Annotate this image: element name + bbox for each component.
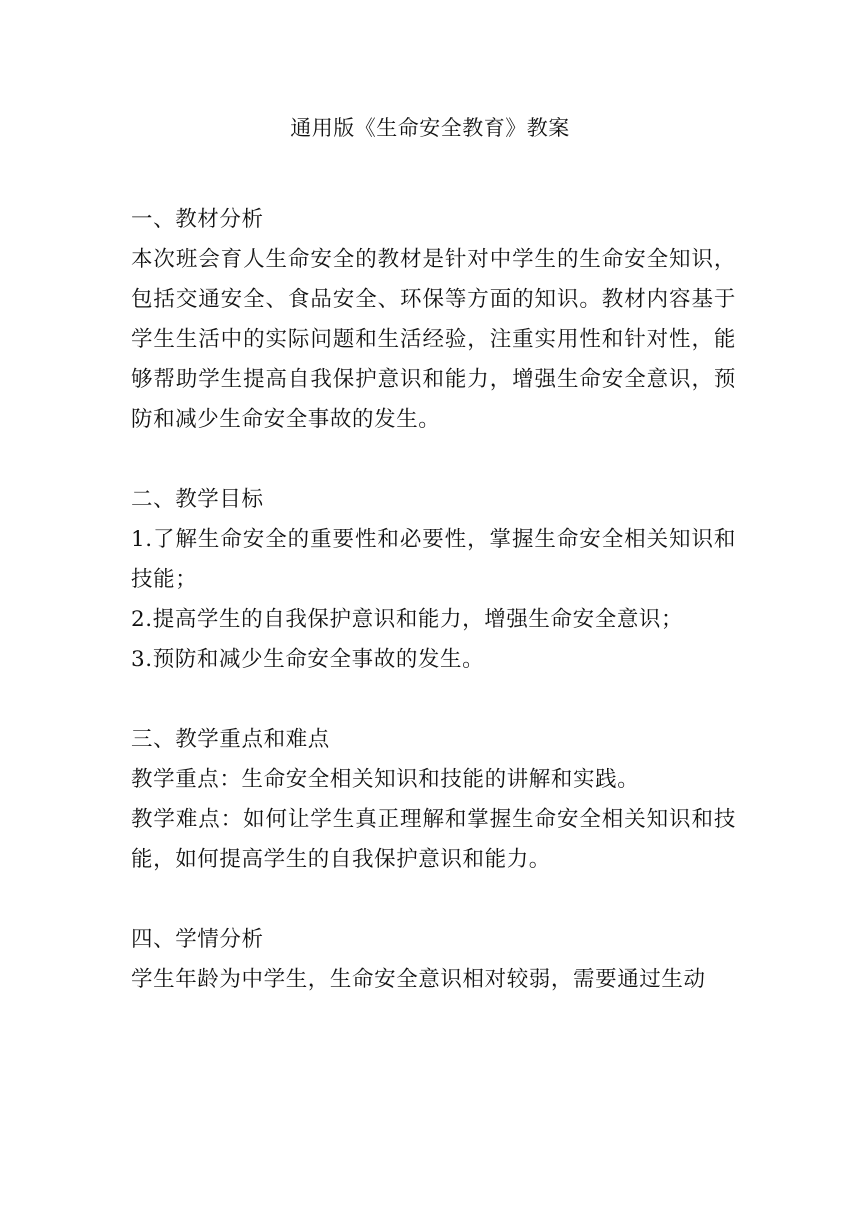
page-title: 通用版《生命安全教育》教案 <box>290 116 570 140</box>
document-body <box>131 200 736 1040</box>
objective-item: 2.提高学生的自我保护意识和能力，增强生命安全意识； <box>131 607 684 632</box>
section-heading: 四、学情分析 <box>131 927 264 952</box>
section-heading: 一、教材分析 <box>131 207 264 232</box>
objective-item: 1.了解生命安全的重要性和必要性，掌握生命安全相关知识和技能； <box>131 527 736 592</box>
section-student-analysis <box>131 920 736 1000</box>
section-heading: 三、教学重点和难点 <box>131 727 330 752</box>
section-paragraph: 学生年龄为中学生，生命安全意识相对较弱，需要通过生动 <box>131 967 706 992</box>
section-key-difficult-points <box>131 720 736 880</box>
key-point-paragraph: 教学重点：生命安全相关知识和技能的讲解和实践。 <box>131 767 640 792</box>
section-paragraph: 本次班会育人生命安全的教材是针对中学生的生命安全知识，包括交通安全、食品安全、环保等方面的知识。教材内容基于学生生活中的实际问题和生活经验，注重实用性和针对性，能够帮助学生提高自我保护意识和能力，增强生命安全意识，预防和减少生命安全事故的发生。 <box>131 247 736 432</box>
objective-item: 3.预防和减少生命安全事故的发生。 <box>131 647 485 672</box>
section-textbook-analysis <box>131 200 736 440</box>
section-heading: 二、教学目标 <box>131 487 264 512</box>
section-teaching-objectives <box>131 480 736 680</box>
difficult-point-paragraph: 教学难点：如何让学生真正理解和掌握生命安全相关知识和技能，如何提高学生的自我保护意识和能力。 <box>131 807 736 872</box>
